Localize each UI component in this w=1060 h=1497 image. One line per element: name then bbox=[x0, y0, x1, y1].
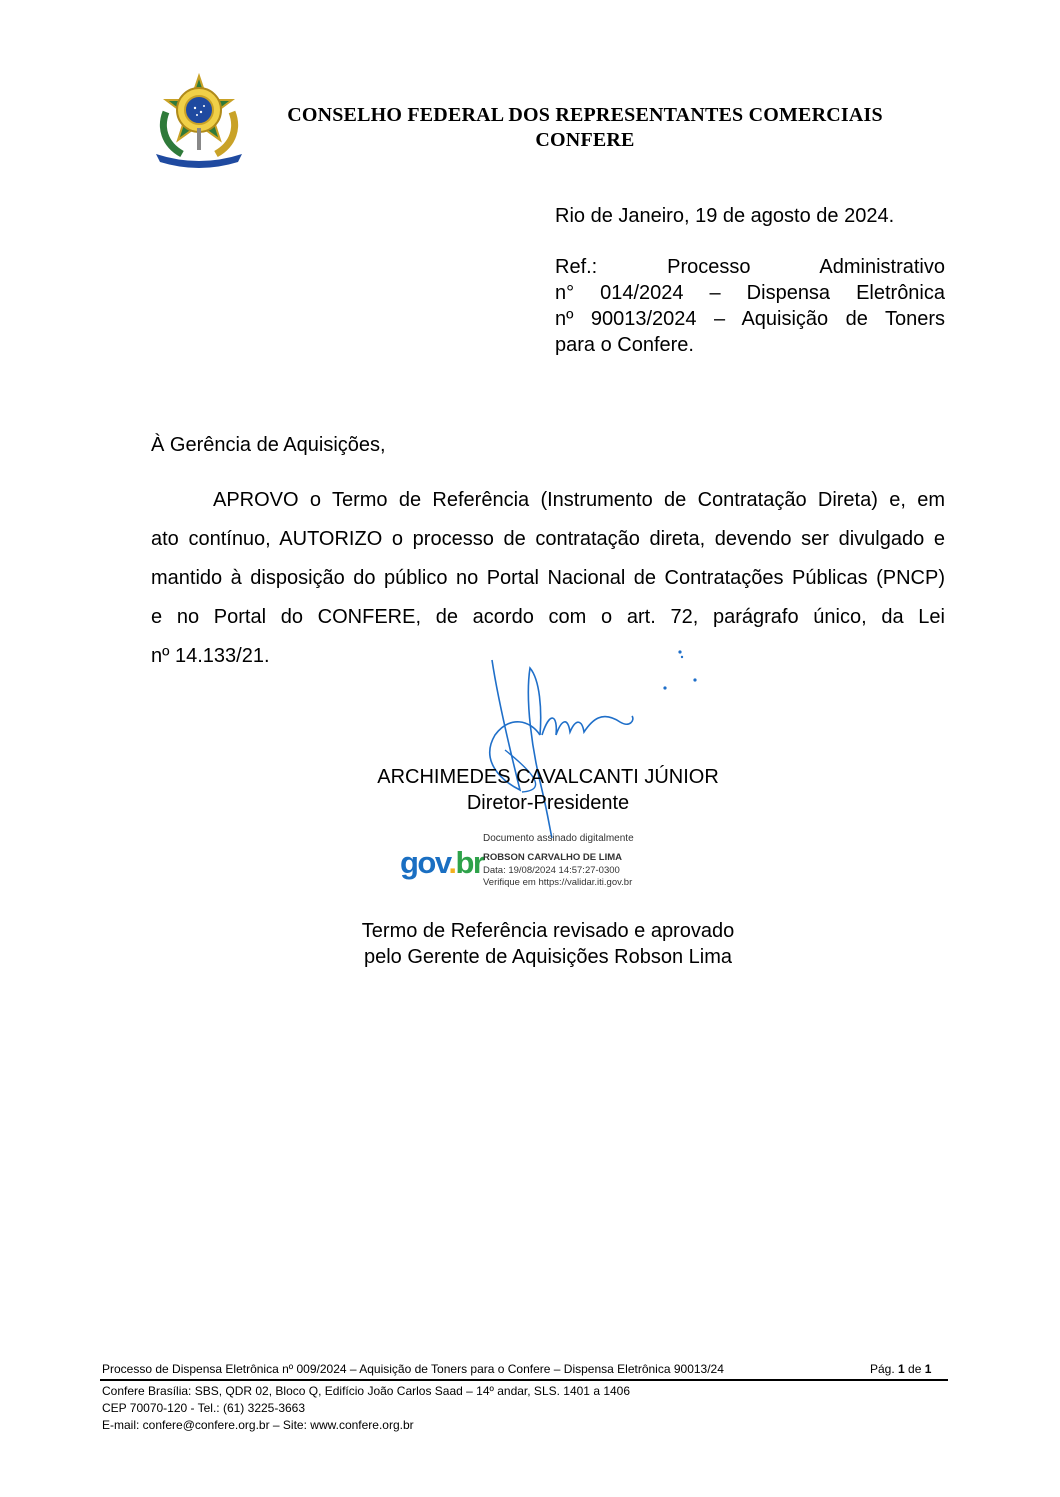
digital-signature-date: Data: 19/08/2024 14:57:27-0300 bbox=[483, 865, 620, 876]
footer-page-separator: de bbox=[904, 1362, 925, 1376]
organization-name-line2: CONFERE bbox=[535, 129, 635, 151]
govbr-logo bbox=[400, 846, 483, 880]
reference-block bbox=[555, 254, 945, 358]
reference-line: Ref.: Processo Administrativo bbox=[555, 256, 945, 278]
footer-page-current: 1 bbox=[898, 1362, 905, 1376]
organization-name bbox=[240, 103, 930, 153]
approval-note-line2: pelo Gerente de Aquisições Robson Lima bbox=[363, 946, 732, 968]
reference-line: nº 90013/2024 – Aquisição de Toners bbox=[555, 308, 945, 330]
reference-line: n° 014/2024 – Dispensa Eletrônica bbox=[555, 282, 945, 304]
footer-process-reference: Processo de Dispensa Eletrônica nº 009/2024 – Aquisição de Toners para o Confere – Dispensa Eletrônica 90013/24 bbox=[102, 1362, 724, 1376]
footer-divider bbox=[100, 1379, 948, 1381]
footer-address-line2: CEP 70070-120 - Tel.: (61) 3225-3663 bbox=[102, 1401, 306, 1415]
govbr-logo-gov: gov bbox=[400, 845, 449, 880]
footer-address-line1: Confere Brasília: SBS, QDR 02, Bloco Q, Edifício João Carlos Saad – 14º andar, SLS. 1401 a 1406 bbox=[102, 1384, 631, 1398]
footer-address-line3: E-mail: confere@confere.org.br – Site: www.confere.org.br bbox=[102, 1418, 414, 1432]
reference-line: para o Confere. bbox=[555, 334, 694, 356]
digital-signature-verify: Verifique em https://validar.iti.gov.br bbox=[483, 877, 633, 888]
body-line: nº 14.133/21. bbox=[151, 645, 270, 667]
body-line: e no Portal do CONFERE, de acordo com o art. 72, parágrafo único, da Lei bbox=[151, 606, 945, 628]
footer-page-total: 1 bbox=[924, 1362, 932, 1376]
approval-note-line1: Termo de Referência revisado e aprovado bbox=[361, 920, 735, 942]
digital-signature-signer: ROBSON CARVALHO DE LIMA bbox=[483, 852, 622, 863]
coat-of-arms-emblem bbox=[152, 72, 246, 168]
salutation: À Gerência de Aquisições, bbox=[151, 434, 386, 456]
date-line: Rio de Janeiro, 19 de agosto de 2024. bbox=[555, 205, 895, 227]
organization-name-line1: CONSELHO FEDERAL DOS REPRESENTANTES COMERCIAIS bbox=[287, 104, 883, 126]
body-line: mantido à disposição do público no Portal Nacional de Contratações Públicas (PNCP) bbox=[151, 567, 945, 589]
digital-signature-heading: Documento assinado digitalmente bbox=[483, 833, 634, 844]
govbr-logo-dot: . bbox=[448, 845, 456, 880]
body-line: APROVO o Termo de Referência (Instrumento de Contratação Direta) e, em bbox=[213, 489, 945, 511]
govbr-logo-br: br bbox=[455, 845, 484, 880]
body-line: ato contínuo, AUTORIZO o processo de contratação direta, devendo ser divulgado e bbox=[151, 528, 945, 550]
footer-page-prefix: Pág. bbox=[870, 1362, 899, 1376]
footer-page-number bbox=[870, 1362, 931, 1377]
signer-role: Diretor-Presidente bbox=[466, 792, 630, 814]
signer-name: ARCHIMEDES CAVALCANTI JÚNIOR bbox=[377, 766, 719, 788]
